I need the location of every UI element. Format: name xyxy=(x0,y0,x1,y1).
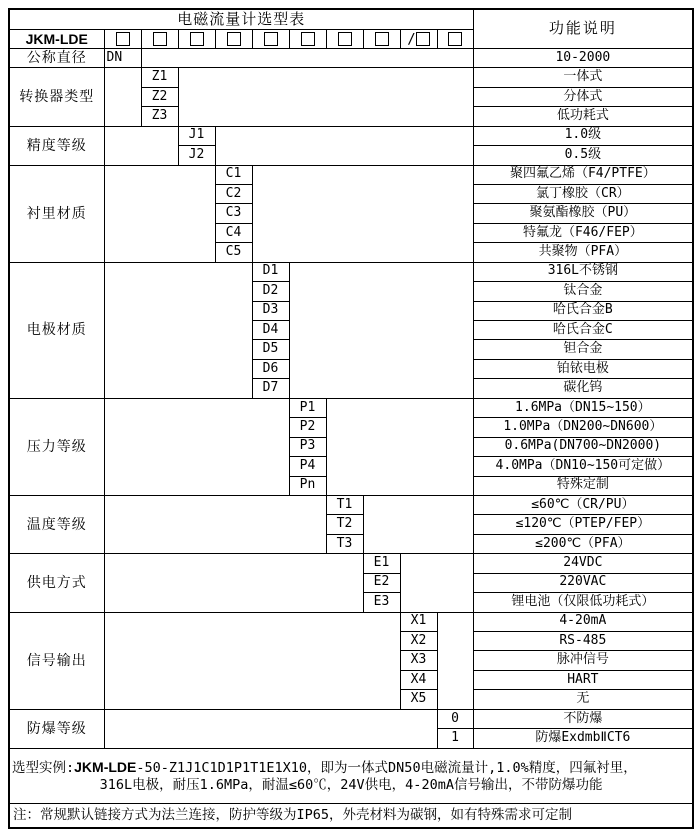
empty-cell xyxy=(104,165,215,262)
code-cell: C2 xyxy=(215,184,252,203)
checkbox-icon xyxy=(416,32,430,46)
desc-cell: 特殊定制 xyxy=(473,476,693,495)
code-cell: Z3 xyxy=(141,107,178,126)
code-cell: D1 xyxy=(252,262,289,281)
empty-cell xyxy=(104,398,289,495)
code-cell: P4 xyxy=(289,457,326,476)
desc-cell: RS-485 xyxy=(473,632,693,651)
empty-cell xyxy=(363,495,473,553)
code-cell: D3 xyxy=(252,301,289,320)
checkbox-cell xyxy=(141,29,178,48)
checkbox-icon xyxy=(264,32,278,46)
desc-cell: ≤200℃（PFA） xyxy=(473,534,693,553)
code-cell: C1 xyxy=(215,165,252,184)
desc-cell: HART xyxy=(473,670,693,689)
checkbox-cell xyxy=(437,29,473,48)
code-cell: C3 xyxy=(215,204,252,223)
desc-cell: 低功耗式 xyxy=(473,107,693,126)
empty-cell xyxy=(141,48,473,67)
empty-cell xyxy=(104,262,252,398)
desc-cell: 聚四氟乙烯（F4/PTFE） xyxy=(473,165,693,184)
desc-cell: 1.6MPa（DN15~150） xyxy=(473,398,693,417)
code-cell: D7 xyxy=(252,379,289,398)
empty-cell xyxy=(104,495,326,553)
desc-cell: 钽合金 xyxy=(473,340,693,359)
desc-cell: 氯丁橡胶（CR） xyxy=(473,184,693,203)
checkbox-icon xyxy=(375,32,389,46)
checkbox-icon xyxy=(448,32,462,46)
section-label: 公称直径 xyxy=(9,48,104,67)
desc-cell: 1.0MPa（DN200~DN600） xyxy=(473,418,693,437)
empty-cell xyxy=(104,126,178,165)
checkbox-prefix: / xyxy=(407,30,416,47)
checkbox-cell xyxy=(400,29,437,48)
code-cell: J1 xyxy=(178,126,215,145)
section-label: 防爆等级 xyxy=(9,709,104,748)
desc-cell: 4-20mA xyxy=(473,612,693,631)
desc-cell: 特氟龙（F46/FEP） xyxy=(473,223,693,242)
checkbox-icon xyxy=(301,32,315,46)
table-title: 电磁流量计选型表 xyxy=(9,9,473,29)
code-cell: P3 xyxy=(289,437,326,456)
empty-cell xyxy=(104,68,141,126)
desc-cell: 碳化钨 xyxy=(473,379,693,398)
checkbox-cell xyxy=(178,29,215,48)
checkbox-cell xyxy=(215,29,252,48)
checkbox-cell xyxy=(104,29,141,48)
example-line2: 316L电极，耐压1.6MPa，耐温≤60℃，24V供电，4-20mA信号输出，不带防爆功能 xyxy=(99,777,603,794)
desc-cell: 锂电池（仅限低功耗式） xyxy=(473,593,693,612)
example-cell xyxy=(9,748,693,803)
section-label: 供电方式 xyxy=(9,554,104,612)
code-cell: 0 xyxy=(437,709,473,728)
code-cell: T1 xyxy=(326,495,363,514)
code-cell: J2 xyxy=(178,146,215,165)
desc-cell: 一体式 xyxy=(473,68,693,87)
code-cell: T2 xyxy=(326,515,363,534)
desc-cell: 分体式 xyxy=(473,87,693,106)
section-label: 温度等级 xyxy=(9,495,104,553)
desc-cell: 1.0级 xyxy=(473,126,693,145)
empty-cell xyxy=(289,262,473,398)
desc-cell: 不防爆 xyxy=(473,709,693,728)
section-label: 信号输出 xyxy=(9,612,104,709)
code-cell: E3 xyxy=(363,593,400,612)
empty-cell xyxy=(178,68,473,126)
example-line1 xyxy=(10,756,692,778)
model-prefix: JKM-LDE xyxy=(9,29,104,48)
desc-cell: 哈氏合金C xyxy=(473,321,693,340)
checkbox-cell xyxy=(363,29,400,48)
desc-cell: 24VDC xyxy=(473,554,693,573)
checkbox-icon xyxy=(227,32,241,46)
code-cell: X2 xyxy=(400,632,437,651)
code-cell: E1 xyxy=(363,554,400,573)
function-column-header: 功能说明 xyxy=(473,9,693,48)
code-cell: D6 xyxy=(252,359,289,378)
desc-cell: 0.6MPa(DN700~DN2000) xyxy=(473,437,693,456)
code-cell: X4 xyxy=(400,670,437,689)
code-cell: D5 xyxy=(252,340,289,359)
code-cell: T3 xyxy=(326,534,363,553)
empty-cell xyxy=(400,554,473,612)
desc-cell: 铂铱电极 xyxy=(473,359,693,378)
desc-cell: 220VAC xyxy=(473,573,693,592)
desc-cell: 哈氏合金B xyxy=(473,301,693,320)
code-cell: C4 xyxy=(215,223,252,242)
section-label: 电极材质 xyxy=(9,262,104,398)
example-line1-rest: -50-Z1J1C1D1P1T1E1X10，即为一体式DN50电磁流量计,1.0%精度，四氟衬里， xyxy=(136,759,637,776)
section-label: 衬里材质 xyxy=(9,165,104,262)
code-cell: Pn xyxy=(289,476,326,495)
code-cell: P1 xyxy=(289,398,326,417)
code-cell: C5 xyxy=(215,243,252,262)
empty-cell xyxy=(215,126,473,165)
code-cell: Z2 xyxy=(141,87,178,106)
code-cell: E2 xyxy=(363,573,400,592)
note-cell: 注：常规默认链接方式为法兰连接，防护等级为IP65，外壳材料为碳钢，如有特殊需求可定制 xyxy=(9,803,693,828)
empty-cell xyxy=(252,165,473,262)
desc-cell: 无 xyxy=(473,690,693,709)
desc-cell: ≤120℃（PTEP/FEP） xyxy=(473,515,693,534)
code-cell: P2 xyxy=(289,418,326,437)
code-cell: X3 xyxy=(400,651,437,670)
code-cell: DN xyxy=(104,48,141,67)
desc-cell: ≤60℃（CR/PU） xyxy=(473,495,693,514)
selection-table xyxy=(8,8,694,829)
checkbox-icon xyxy=(190,32,204,46)
example-model: JKM-LDE xyxy=(74,758,137,775)
code-cell: 1 xyxy=(437,729,473,748)
empty-cell xyxy=(437,612,473,709)
empty-cell xyxy=(104,709,437,748)
code-cell: D4 xyxy=(252,321,289,340)
desc-cell: 316L不锈钢 xyxy=(473,262,693,281)
checkbox-cell xyxy=(289,29,326,48)
checkbox-icon xyxy=(116,32,130,46)
empty-cell xyxy=(326,398,473,495)
section-label: 精度等级 xyxy=(9,126,104,165)
checkbox-cell xyxy=(252,29,289,48)
desc-cell: 聚氨酯橡胶（PU） xyxy=(473,204,693,223)
desc-cell: 10-2000 xyxy=(473,48,693,67)
desc-cell: 脉冲信号 xyxy=(473,651,693,670)
empty-cell xyxy=(104,612,400,709)
checkbox-cell xyxy=(326,29,363,48)
checkbox-icon xyxy=(338,32,352,46)
section-label: 压力等级 xyxy=(9,398,104,495)
code-cell: X5 xyxy=(400,690,437,709)
desc-cell: 钛合金 xyxy=(473,282,693,301)
checkbox-icon xyxy=(153,32,167,46)
desc-cell: 4.0MPa（DN10~150可定做） xyxy=(473,457,693,476)
empty-cell xyxy=(104,554,363,612)
code-cell: Z1 xyxy=(141,68,178,87)
code-cell: D2 xyxy=(252,282,289,301)
desc-cell: 共聚物（PFA） xyxy=(473,243,693,262)
section-label: 转换器类型 xyxy=(9,68,104,126)
example-prefix: 选型实例: xyxy=(12,759,75,776)
code-cell: X1 xyxy=(400,612,437,631)
desc-cell: 防爆ExdmbⅡCT6 xyxy=(473,729,693,748)
desc-cell: 0.5级 xyxy=(473,146,693,165)
